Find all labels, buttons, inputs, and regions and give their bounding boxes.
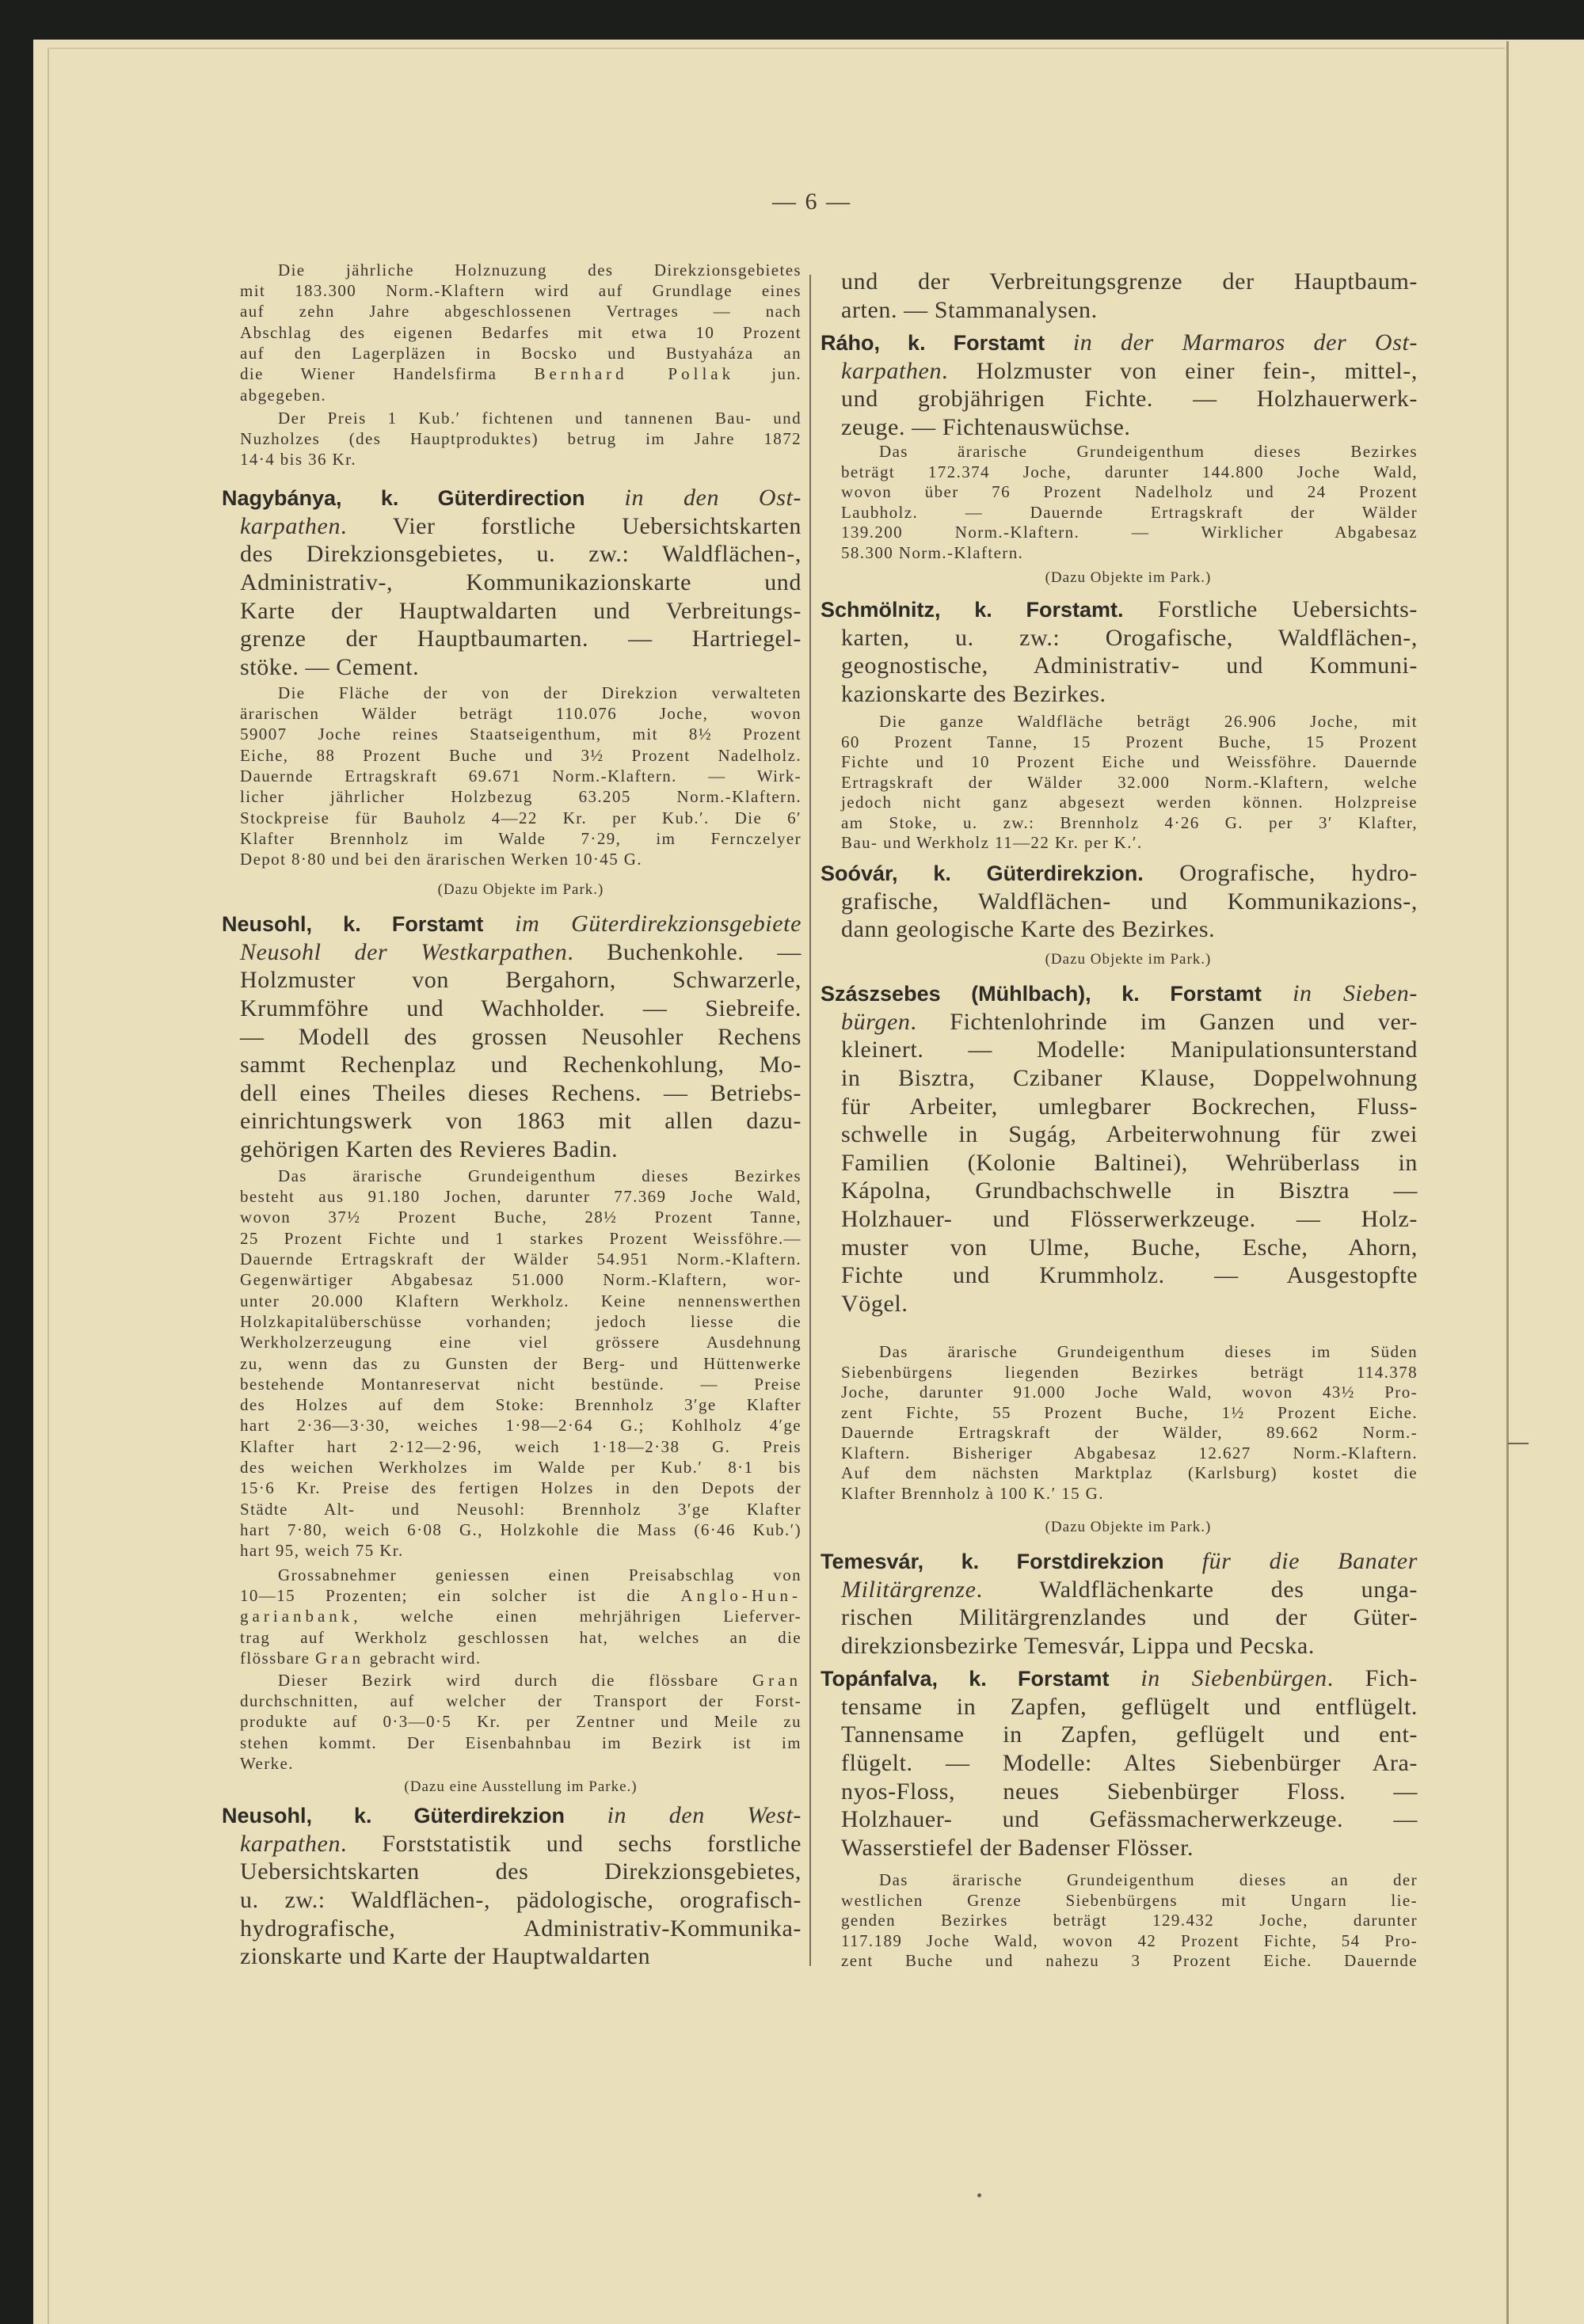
paragraph: [222, 683, 802, 870]
text-line: des weichen Werkholzes im Walde per Kub.′ 8·1 bis: [240, 1458, 802, 1477]
text-line: Holzhauer- und Flösserwerkzeuge. — Holz-: [841, 1205, 1418, 1232]
spaced-name: Gran: [752, 1670, 802, 1690]
text-line: in Bisztra, Czibaner Klause, Doppelwohnung: [841, 1064, 1418, 1091]
text-line: hart 2·36—3·30, weiches 1·98—2·64 G.; Kohlholz 4′ge: [240, 1416, 802, 1436]
text-line: kleinert. — Modelle: Manipulationsunterstand: [841, 1036, 1418, 1063]
text-segment: die Wiener Handelsfirma: [240, 364, 535, 384]
text-line: — Modell des grossen Neusohler Rechens: [240, 1023, 802, 1050]
text-line: 15·6 Kr. Preise des fertigen Holzes in den Depots der: [240, 1478, 802, 1498]
exhibit-note: [821, 949, 1418, 970]
text-line: sammt Rechenplaz und Rechenkohlung, Mo-: [240, 1052, 802, 1078]
text-line: [841, 1008, 1418, 1036]
next-page-edge: [1506, 41, 1509, 2324]
text-line: Krummföhre und Wachholder. — Siebreife.: [240, 995, 802, 1021]
entry-title: Temesvár, k. Forstdirekzion: [821, 1550, 1164, 1574]
text-line: 59007 Joche reines Staatseigenthum, mit 8½ Prozent: [240, 725, 802, 744]
entry-title: Ráho, k. Forstamt: [821, 331, 1045, 356]
text-line: grafische, Waldflächen- und Kommunikazions-,: [841, 888, 1418, 915]
page-number: — 6 —: [772, 188, 851, 215]
text-line: auf zehn Jahre abgeschlossenen Vertrages — nach: [240, 302, 802, 321]
spaced-name: Anglo-Hun-: [680, 1586, 802, 1606]
text-segment: . Fich-: [1327, 1665, 1418, 1692]
exhibit-note: [222, 1777, 802, 1797]
paragraph: [821, 1342, 1418, 1504]
text-line: gehörigen Karten des Revieres Badin.: [240, 1135, 619, 1162]
text-line: einrichtungswerk von 1863 mit allen dazu-: [240, 1108, 802, 1135]
text-line: bestehende Montanreservat nicht bestünde. — Preise: [240, 1374, 802, 1394]
text-line: Eiche, 88 Prozent Buche und 3½ Prozent Nadelholz.: [240, 745, 802, 765]
entry-title: Nagybánya, k. Güterdirection: [222, 486, 585, 511]
text-line: [240, 363, 802, 384]
entry-location: im Güterdirekzionsgebiete: [483, 911, 802, 938]
text-line: und der Verbreitungsgrenze der Hauptbaum-: [841, 268, 1418, 295]
text-line: des Holzes auf dem Stoke: Brennholz 3′ge Klafter: [240, 1395, 802, 1415]
text-line: Das ärarische Grundeigenthum dieses Bezirkes: [879, 442, 1418, 462]
text-line: Gegenwärtiger Abgabesaz 51.000 Norm.-Klaftern, wor-: [240, 1270, 802, 1290]
text-segment: Orografische, hydro-: [1143, 860, 1418, 887]
text-line: tensame in Zapfen, geflügelt und entflügelt.: [841, 1693, 1418, 1720]
entry-location: in den Ost-: [584, 485, 802, 512]
text-line: [821, 595, 1418, 624]
paragraph: [222, 1166, 802, 1561]
text-line: Ertragskraft der Wälder 32.000 Norm.-Klaftern, welche: [841, 772, 1418, 792]
entry-title: Topánfalva, k. Forstamt: [821, 1667, 1110, 1691]
text-line: Tannensame in Zapfen, geflügelt und ent-: [841, 1721, 1418, 1748]
paragraph: [222, 1565, 802, 1668]
text-line: zent Fichte, 55 Prozent Buche, 1½ Prozent Eiche.: [841, 1402, 1418, 1422]
text-segment: Dieser Bezirk wird durch die flössbare: [278, 1670, 753, 1690]
text-line: Die jährliche Holznuzung des Direkzionsgebietes: [278, 260, 802, 280]
text-line: hydrografische, Administrativ-Kommunika-: [240, 1915, 802, 1942]
entry-title: Schmölnitz, k. Forstamt.: [821, 598, 1124, 622]
text-line: Stockpreise für Bauholz 4—22 Kr. per Kub.′. Die 6′: [240, 808, 802, 827]
text-line: [240, 938, 802, 967]
exhibitor-entry: [222, 910, 802, 1163]
entry-location: in den West-: [565, 1802, 802, 1829]
text-line: muster von Ulme, Buche, Esche, Ahorn,: [841, 1234, 1418, 1261]
text-line: 139.200 Norm.-Klaftern. — Wirklicher Abgabesaz: [841, 523, 1418, 542]
text-line: Dauernde Ertragskraft der Wälder 54.951 Norm.-Klaftern.: [240, 1249, 802, 1269]
entry-title: Neusohl, k. Güterdirekzion: [222, 1804, 565, 1828]
text-line: [821, 329, 1418, 357]
text-line: geognostische, Administrativ- und Kommuni-: [841, 652, 1418, 679]
text-line: (Dazu eine Ausstellung im Parke.): [404, 1778, 638, 1795]
text-segment: Forstliche Uebersichts-: [1123, 596, 1418, 623]
text-line: Klafter hart 2·12—2·96, weich 1·18—2·38 G. Preis: [240, 1436, 802, 1456]
text-line: Fichte und Krummholz. — Ausgestopfte: [841, 1262, 1418, 1289]
text-line: 117.189 Joche Wald, wovon 42 Prozent Fichte, 54 Pro-: [841, 1930, 1418, 1950]
entry-location: in der Marmaros der Ost-: [1045, 329, 1418, 356]
text-line: genden Bezirkes beträgt 129.432 Joche, darunter: [841, 1911, 1418, 1930]
text-segment: flössbare: [240, 1649, 316, 1668]
text-line: wovon über 76 Prozent Nadelholz und 24 Prozent: [841, 482, 1418, 502]
text-segment: , welche einen mehrjährigen Lieferver-: [353, 1607, 802, 1626]
exhibitor-entry: [821, 329, 1418, 441]
text-line: stöke. — Cement.: [240, 653, 420, 680]
text-line: Das ärarische Grundeigenthum dieses an der: [879, 1870, 1418, 1890]
text-line: grenze der Hauptbaumarten. — Hartriegel-: [240, 626, 802, 652]
text-line: und grobjährigen Fichte. — Holzhauerwerk-: [841, 386, 1418, 413]
text-line: Wasserstiefel der Badenser Flösser.: [841, 1834, 1194, 1861]
text-line: Auf dem nächsten Marktplaz (Karlsburg) kostet die: [841, 1463, 1418, 1483]
text-line: Administrativ-, Kommunikazionskarte und: [240, 569, 802, 595]
text-line: Nuzholzes (des Hauptproduktes) betrug im Jahre 1872: [240, 429, 802, 449]
text-line: Städte Alt- und Neusohl: Brennholz 3′ge Klafter: [240, 1499, 802, 1519]
text-line: Werkholzerzeugung eine viel grössere Ausdehnung: [240, 1333, 802, 1352]
entry-location: in Siebenbürgen: [1109, 1665, 1327, 1692]
text-line: karten, u. zw.: Orogafische, Waldflächen-,: [841, 624, 1418, 651]
exhibit-note: [821, 1517, 1418, 1538]
text-line: 60 Prozent Tanne, 15 Prozent Buche, 15 Prozent: [841, 732, 1418, 751]
text-line: nyos-Floss, neues Siebenbürger Floss. —: [841, 1778, 1418, 1805]
text-line: Holzkapitalüberschüsse vorhanden; jedoch liesse die: [240, 1311, 802, 1331]
text-line: zeuge. — Fichtenauswüchse.: [841, 413, 1131, 440]
entry-location: karpathen: [841, 357, 942, 384]
text-line: [240, 1585, 802, 1606]
entry-location: in Sieben-: [1261, 980, 1418, 1007]
entry-location: Militärgrenze: [841, 1576, 977, 1603]
text-segment: . Fichtenlohrinde im Ganzen und ver-: [910, 1008, 1418, 1035]
text-line: Werke.: [240, 1754, 294, 1774]
text-line: Dauernde Ertragskraft 69.671 Norm.-Klaftern. — Wirk-: [240, 766, 802, 786]
text-line: 58.300 Norm.-Klaftern.: [841, 542, 1024, 562]
entry-location: Neusohl der Westkarpathen: [240, 938, 568, 965]
paragraph: [222, 408, 802, 470]
text-segment: . Holzmuster von einer fein-, mittel-,: [942, 357, 1418, 384]
entry-location: karpathen: [240, 512, 341, 539]
text-segment: . Waldflächenkarte des unga-: [976, 1576, 1418, 1603]
text-line: am Stoke, u. zw.: Brennholz 4·26 G. per 3′ Klafter,: [841, 812, 1418, 832]
ink-dot: [977, 2193, 981, 2197]
text-line: direkzionsbezirke Temesvár, Lippa und Pecska.: [841, 1632, 1315, 1659]
text-line: zionskarte und Karte der Hauptwaldarten: [240, 1943, 651, 1970]
text-line: Klafter Brennholz im Walde 7·29, im Fernczelyer: [240, 828, 802, 848]
text-line: (Dazu Objekte im Park.): [437, 881, 604, 898]
text-line: auf den Lagerpläzen in Bocsko und Bustyaháza an: [240, 344, 802, 363]
exhibitor-entry: [821, 1664, 1418, 1862]
column-divider: [809, 275, 811, 1966]
paragraph: [821, 1870, 1418, 1972]
exhibitor-entry: [821, 1547, 1418, 1660]
text-line: [222, 484, 802, 512]
exhibitor-entry: [821, 595, 1418, 708]
text-line: 25 Prozent Fichte und 1 starkes Prozent Weissföhre.—: [240, 1228, 802, 1248]
text-line: jedoch nicht ganz abgesezt werden können. Holzpreise: [841, 793, 1418, 812]
text-line: besteht aus 91.180 Jochen, darunter 77.369 Joche Wald,: [240, 1187, 802, 1207]
text-line: hart 95, weich 75 Kr.: [240, 1541, 404, 1561]
entry-title: Soóvár, k. Güterdirekzion.: [821, 862, 1144, 886]
text-line: Holzhauer- und Gefässmacherwerkzeuge. —: [841, 1806, 1418, 1833]
text-segment: . Forststatistik und sechs forstliche: [341, 1830, 802, 1857]
text-line: [841, 357, 1418, 386]
text-line: [240, 1670, 802, 1691]
text-line: Uebersichtskarten des Direkzionsgebietes,: [240, 1858, 802, 1885]
text-line: licher jährlicher Holzbezug 63.205 Norm.-Klaftern.: [240, 787, 802, 807]
entry-title: Szászsebes (Mühlbach), k. Forstamt: [821, 982, 1262, 1006]
text-line: zu, wenn das zu Gunsten der Berg- und Hüttenwerke: [240, 1353, 802, 1373]
text-line: Siebenbürgens liegenden Bezirkes beträgt 114.378: [841, 1362, 1418, 1382]
exhibitor-entry: [821, 859, 1418, 944]
text-line: Fichte und 10 Prozent Eiche und Weissföhre. Dauernde: [841, 752, 1418, 772]
text-line: (Dazu Objekte im Park.): [1045, 951, 1212, 968]
text-line: zent Buche und nahezu 3 Prozent Eiche. Dauernde: [841, 1951, 1418, 1971]
text-line: Bau- und Werkholz 11—22 Kr. per K.′.: [841, 833, 1143, 853]
text-line: Klafter Brennholz à 100 K.′ 15 G.: [841, 1483, 1104, 1503]
text-line: Vögel.: [841, 1290, 908, 1317]
spaced-name: garianbank: [240, 1607, 354, 1626]
text-line: [821, 1664, 1418, 1693]
text-line: [222, 910, 802, 938]
text-line: des Direkzionsgebietes, u. zw.: Waldflächen-,: [240, 541, 802, 568]
text-line: Die Fläche der von der Direkzion verwalteten: [278, 683, 802, 702]
text-line: Das ärarische Grundeigenthum dieses Bezirkes: [278, 1166, 802, 1185]
text-line: schwelle in Sugág, Arbeiterwohnung für zwei: [841, 1121, 1418, 1148]
text-line: mit 183.300 Norm.-Klaftern wird auf Grundlage eines: [240, 281, 802, 301]
text-line: rischen Militärgrenzlandes und der Güter-: [841, 1604, 1418, 1631]
text-line: [240, 1606, 802, 1626]
text-line: arten. — Stammanalysen.: [841, 296, 1098, 323]
text-line: ärarischen Wälder beträgt 110.076 Joche, wovon: [240, 704, 802, 724]
text-line: Die ganze Waldfläche beträgt 26.906 Joche, mit: [879, 712, 1418, 732]
text-line: Grossabnehmer geniessen einen Preisabschlag von: [278, 1565, 802, 1584]
text-line: Laubholz. — Dauernde Ertragskraft der Wälder: [841, 502, 1418, 522]
text-line: trag auf Werkholz geschlossen hat, welches an die: [240, 1627, 802, 1647]
exhibit-note: [821, 568, 1418, 588]
text-line: (Dazu Objekte im Park.): [1045, 569, 1212, 586]
text-line: [240, 512, 802, 541]
text-line: Das ärarische Grundeigenthum dieses im Süden: [879, 1342, 1418, 1362]
text-line: durchschnitten, auf welcher der Transport der Forst-: [240, 1691, 802, 1711]
text-segment: . Buchenkohle. —: [567, 938, 802, 965]
entry-location: für die Banater: [1163, 1548, 1418, 1575]
text-segment: gebracht wird.: [364, 1649, 482, 1668]
paragraph: [222, 260, 802, 405]
text-line: Der Preis 1 Kub.′ fichtenen und tannenen Bau- und: [278, 408, 802, 428]
margin-mark: [1508, 1443, 1529, 1444]
text-line: stehen kommt. Der Eisenbahnbau im Bezirk ist im: [240, 1733, 802, 1752]
text-line: [821, 859, 1418, 888]
entry-location: bürgen: [841, 1008, 911, 1035]
text-line: abgegeben.: [240, 385, 327, 405]
text-line: unter 20.000 Klaftern Werkholz. Keine nennenswerthen: [240, 1291, 802, 1310]
exhibitor-entry: [222, 484, 802, 681]
text-line: produkte auf 0·3—0·5 Kr. per Zentner und Meile zu: [240, 1712, 802, 1732]
paragraph: [821, 712, 1418, 854]
text-line: [841, 1576, 1418, 1604]
paragraph: [821, 442, 1418, 563]
text-line: für Arbeiter, umlegbarer Bockrechen, Fluss-: [841, 1093, 1418, 1120]
page-edge-top: [48, 48, 1505, 49]
text-line: Holzmuster von Bergahorn, Schwarzerle,: [240, 967, 802, 994]
text-line: Depot 8·80 und bei den ärarischen Werken 10·45 G.: [240, 850, 642, 869]
text-line: [821, 1547, 1418, 1576]
entry-title: Neusohl, k. Forstamt: [222, 912, 484, 937]
text-line: hart 7·80, weich 6·08 G., Holzkohle die Mass (6·46 Kub.′): [240, 1520, 802, 1539]
entry-location: karpathen: [240, 1830, 341, 1857]
text-line: 14·4 bis 36 Kr.: [240, 450, 356, 470]
paragraph: [222, 1670, 802, 1774]
exhibitor-entry: [821, 268, 1418, 324]
text-line: dell eines Theiles dieses Rechens. — Betriebs-: [240, 1079, 802, 1106]
text-line: (Dazu Objekte im Park.): [1045, 1519, 1212, 1535]
text-segment: jun.: [734, 364, 802, 384]
exhibitor-entry: [222, 1801, 802, 1971]
exhibitor-entry: [821, 979, 1418, 1318]
text-line: Dauernde Ertragskraft der Wälder, 89.662 Norm.-: [841, 1423, 1418, 1443]
text-line: [821, 979, 1418, 1008]
text-line: [222, 1801, 802, 1830]
text-line: Familien (Kolonie Baltinei), Wehrüberlass in: [841, 1149, 1418, 1176]
text-line: beträgt 172.374 Joche, darunter 144.800 Joche Wald,: [841, 462, 1418, 481]
spaced-name: Gran: [315, 1649, 365, 1668]
text-line: kazionskarte des Bezirkes.: [841, 680, 1106, 707]
text-segment: . Vier forstliche Uebersichtskarten: [341, 512, 802, 539]
text-line: westlichen Grenze Siebenbürgens mit Ungarn lie-: [841, 1890, 1418, 1910]
page-edge-left: [48, 48, 49, 2324]
text-line: Abschlag des eigenen Bedarfes mit etwa 10 Prozent: [240, 322, 802, 342]
text-line: flügelt. — Modelle: Altes Siebenbürger Ara-: [841, 1749, 1418, 1776]
text-segment: 10—15 Prozenten; ein solcher ist die: [240, 1586, 681, 1606]
text-line: Joche, darunter 91.000 Joche Wald, wovon 43½ Pro-: [841, 1383, 1418, 1402]
exhibit-note: [222, 880, 802, 900]
text-line: Klaftern. Bisheriger Abgabesaz 12.627 Norm.-Klaftern.: [841, 1443, 1418, 1462]
text-line: [240, 1830, 802, 1858]
text-line: wovon 37½ Prozent Buche, 28½ Prozent Tanne,: [240, 1208, 802, 1227]
text-line: Kápolna, Grundbachschwelle in Bisztra —: [841, 1177, 1418, 1204]
text-line: [240, 1648, 802, 1668]
text-line: u. zw.: Waldflächen-, pädologische, orografisch-: [240, 1886, 802, 1913]
text-line: Karte der Hauptwaldarten und Verbreitungs-: [240, 597, 802, 624]
spaced-name: Bernhard Pollak: [534, 364, 735, 384]
text-line: dann geologische Karte des Bezirkes.: [841, 916, 1216, 943]
